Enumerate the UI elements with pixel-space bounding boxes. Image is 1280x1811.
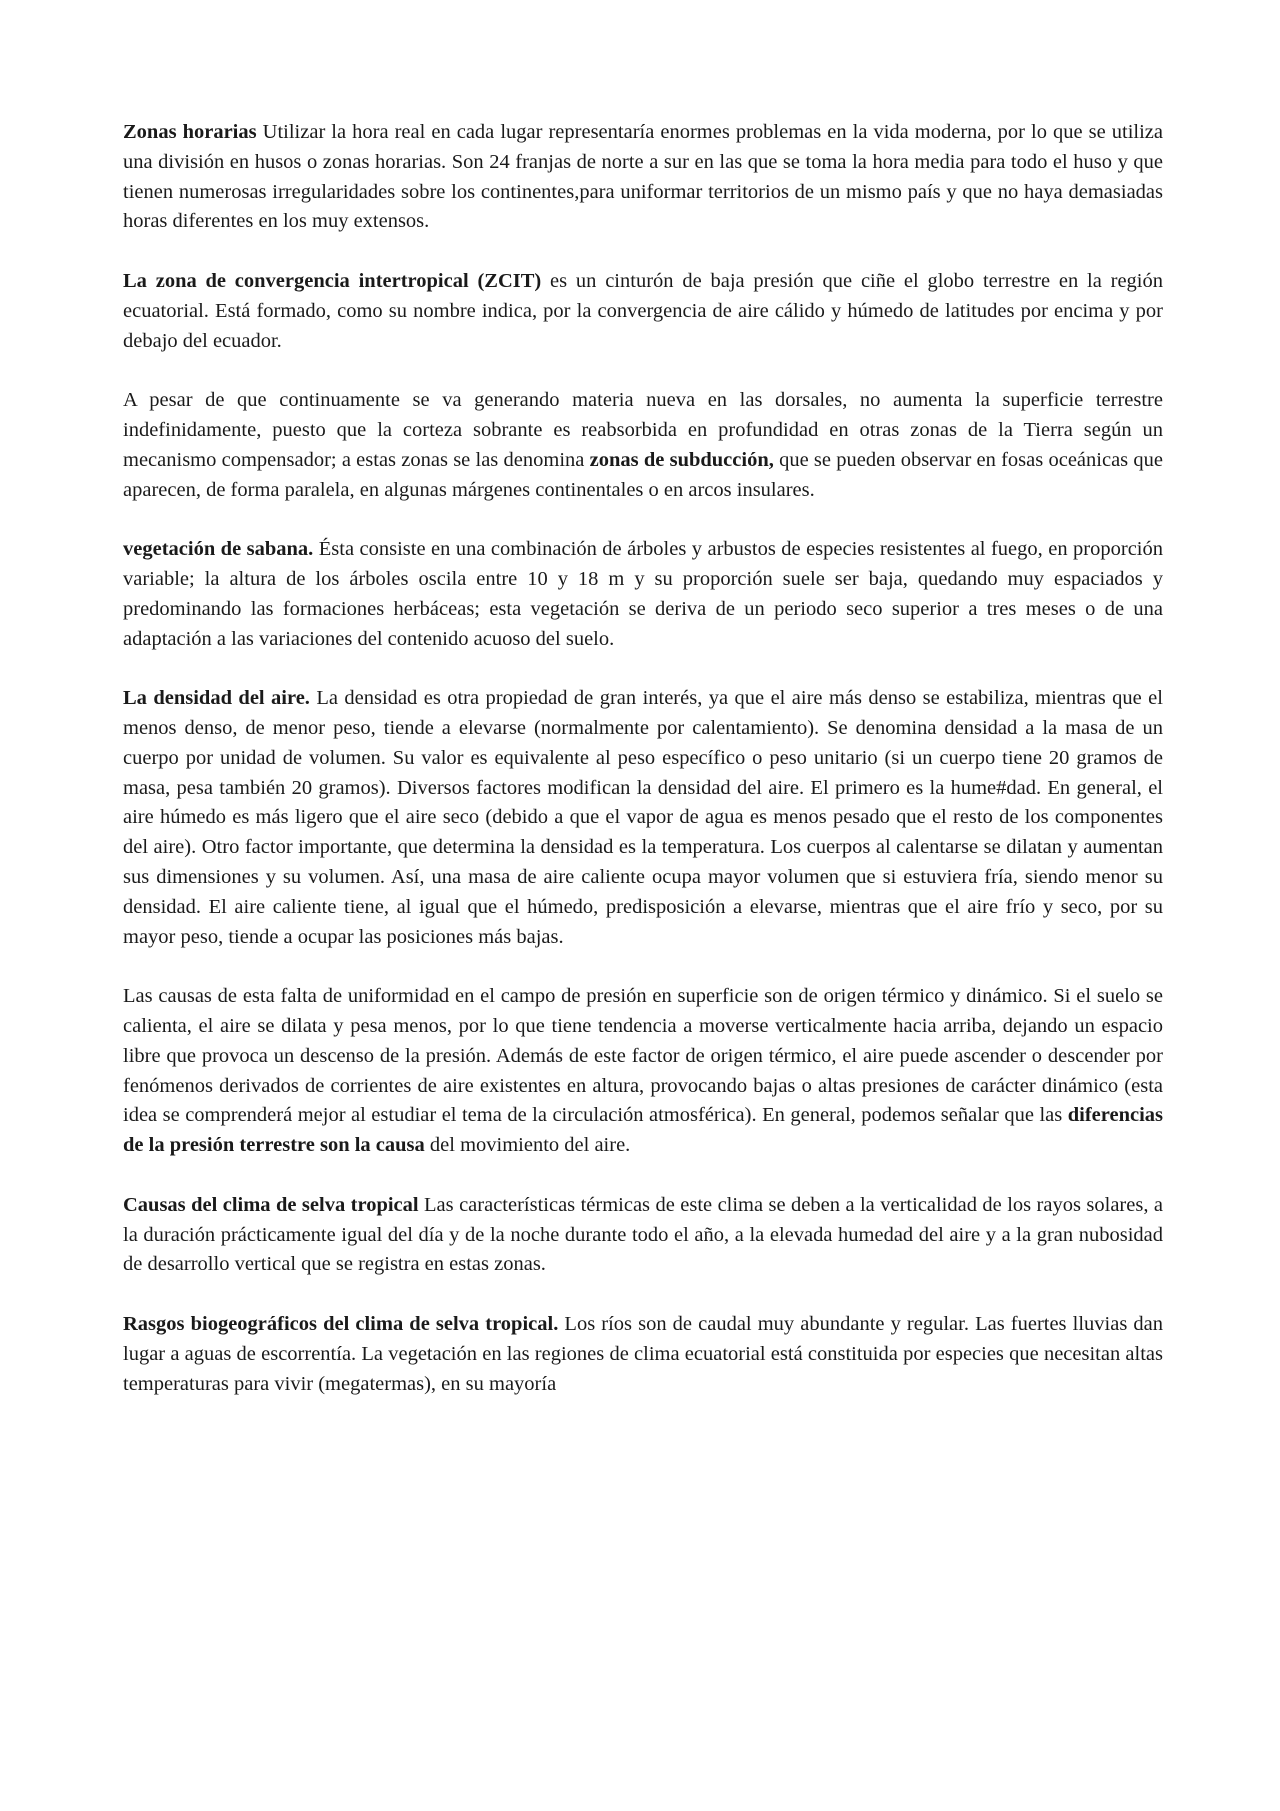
body-text: Las causas de esta falta de uniformidad en el campo de presión en superficie son de origen térmico y dinámico. Si el suelo se calienta, el aire se dilata y pesa menos, por lo que tiene tendencia a moverse verticalmente hacia arriba, dejando un espacio libre que provoca un descenso de la presión. Además de este factor de origen térmico, el aire puede ascender o descender por fenómenos derivados de corrientes de aire existentes en altura, provocando bajas o altas presiones de carácter dinámico (esta idea se comprenderá mejor al estudiar el tema de la circulación atmosférica). En general, podemos señalar que las — [123, 985, 1163, 1127]
body-text: que se pueden observar en fosas oceánicas que aparecen, de forma paralela, en algunas márgenes continentales o en arcos insulares. — [123, 448, 1163, 501]
document-page — [123, 118, 1163, 1429]
body-text: del movimiento del aire. — [424, 1134, 631, 1157]
bold-term: Zonas horarias — [123, 121, 257, 143]
paragraph-rasgos-selva — [123, 1310, 1163, 1399]
paragraph-causas-selva — [123, 1191, 1163, 1280]
body-text: Utilizar la hora real en cada lugar representaría enormes problemas en la vida moderna, por lo que se utiliza una división en husos o zonas horarias. Son 24 franjas de norte a sur en las que se toma la hora media para todo el huso y que tienen numerosas irregularidades sobre los continentes,para uniformar territorios de un mismo país y que no haya demasiadas horas diferentes en los muy extensos. — [123, 121, 1164, 233]
paragraph-sabana — [123, 535, 1163, 654]
paragraph-zcit — [123, 267, 1163, 356]
paragraph-zonas-horarias — [123, 118, 1163, 237]
bold-term: La zona de convergencia intertropical (ZCIT) — [123, 269, 542, 292]
bold-term: La densidad del aire. — [123, 687, 310, 710]
body-text: Las características térmicas de este clima se deben a la verticalidad de los rayos solares, a la duración prácticamente igual del día y de la noche durante todo el año, a la elevada humedad del aire y a la gran nubosidad de desarrollo vertical que se registra en estas zonas. — [123, 1193, 1163, 1276]
bold-term: Rasgos biogeográficos del clima de selva tropical. — [123, 1313, 559, 1336]
body-text: A pesar de que continuamente se va generando materia nueva en las dorsales, no aumenta la superficie terrestre indefinidamente, puesto que la corteza sobrante es reabsorbida en profundidad en otras zonas de la Tierra según un mecanismo compensador; a estas zonas se las denomina — [123, 389, 1163, 471]
paragraph-presion — [123, 982, 1163, 1161]
bold-term: diferencias de la presión terrestre son la causa — [123, 1104, 1163, 1157]
body-text: Los ríos son de caudal muy abundante y regular. Las fuertes lluvias dan lugar a aguas de escorrentía. La vegetación en las regiones de clima ecuatorial está constituida por especies que necesitan altas temperaturas para vivir (megatermas), en su mayoría — [123, 1313, 1163, 1395]
body-text: Ésta consiste en una combinación de árboles y arbustos de especies resistentes al fuego, en proporción variable; la altura de los árboles oscila entre 10 y 18 m y su proporción suele ser baja, quedando muy espaciados y predominando las formaciones herbáceas; esta vegetación se deriva de un periodo seco superior a tres meses o de una adaptación a las variaciones del contenido acuoso del suelo. — [123, 538, 1163, 650]
paragraph-densidad — [123, 684, 1163, 952]
body-text: es un cinturón de baja presión que ciñe el globo terrestre en la región ecuatorial. Está formado, como su nombre indica, por la convergencia de aire cálido y húmedo de latitudes por encima y por debajo del ecuador. — [123, 269, 1163, 352]
body-text: La densidad es otra propiedad de gran interés, ya que el aire más denso se estabiliza, mientras que el menos denso, de menor peso, tiende a elevarse (normalmente por calentamiento). Se denomina densidad a la masa de un cuerpo por unidad de volumen. Su valor es equivalente al peso específico o peso unitario (si un cuerpo tiene 20 gramos de masa, pesa también 20 gramos). Diversos factores modifican la densidad del aire. El primero es la hume#dad. En general, el aire húmedo es más ligero que el aire seco (debido a que el vapor de agua es menos pesado que el resto de los componentes del aire). Otro factor importante, que determina la densidad es la temperatura. Los cuerpos al calentarse se dilatan y aumentan sus dimensiones y su volumen. Así, una masa de aire caliente ocupa mayor volumen que si estuviera fría, siendo menor su densidad. El aire caliente tiene, al igual que el húmedo, predisposición a elevarse, mientras que el aire frío y seco, por su mayor peso, tiende a ocupar las posiciones más bajas. — [123, 687, 1163, 948]
bold-term: zonas de subducción, — [589, 448, 774, 471]
bold-term: vegetación de sabana. — [123, 538, 314, 561]
bold-term: Causas del clima de selva tropical — [123, 1193, 419, 1216]
paragraph-subduccion — [123, 386, 1163, 505]
